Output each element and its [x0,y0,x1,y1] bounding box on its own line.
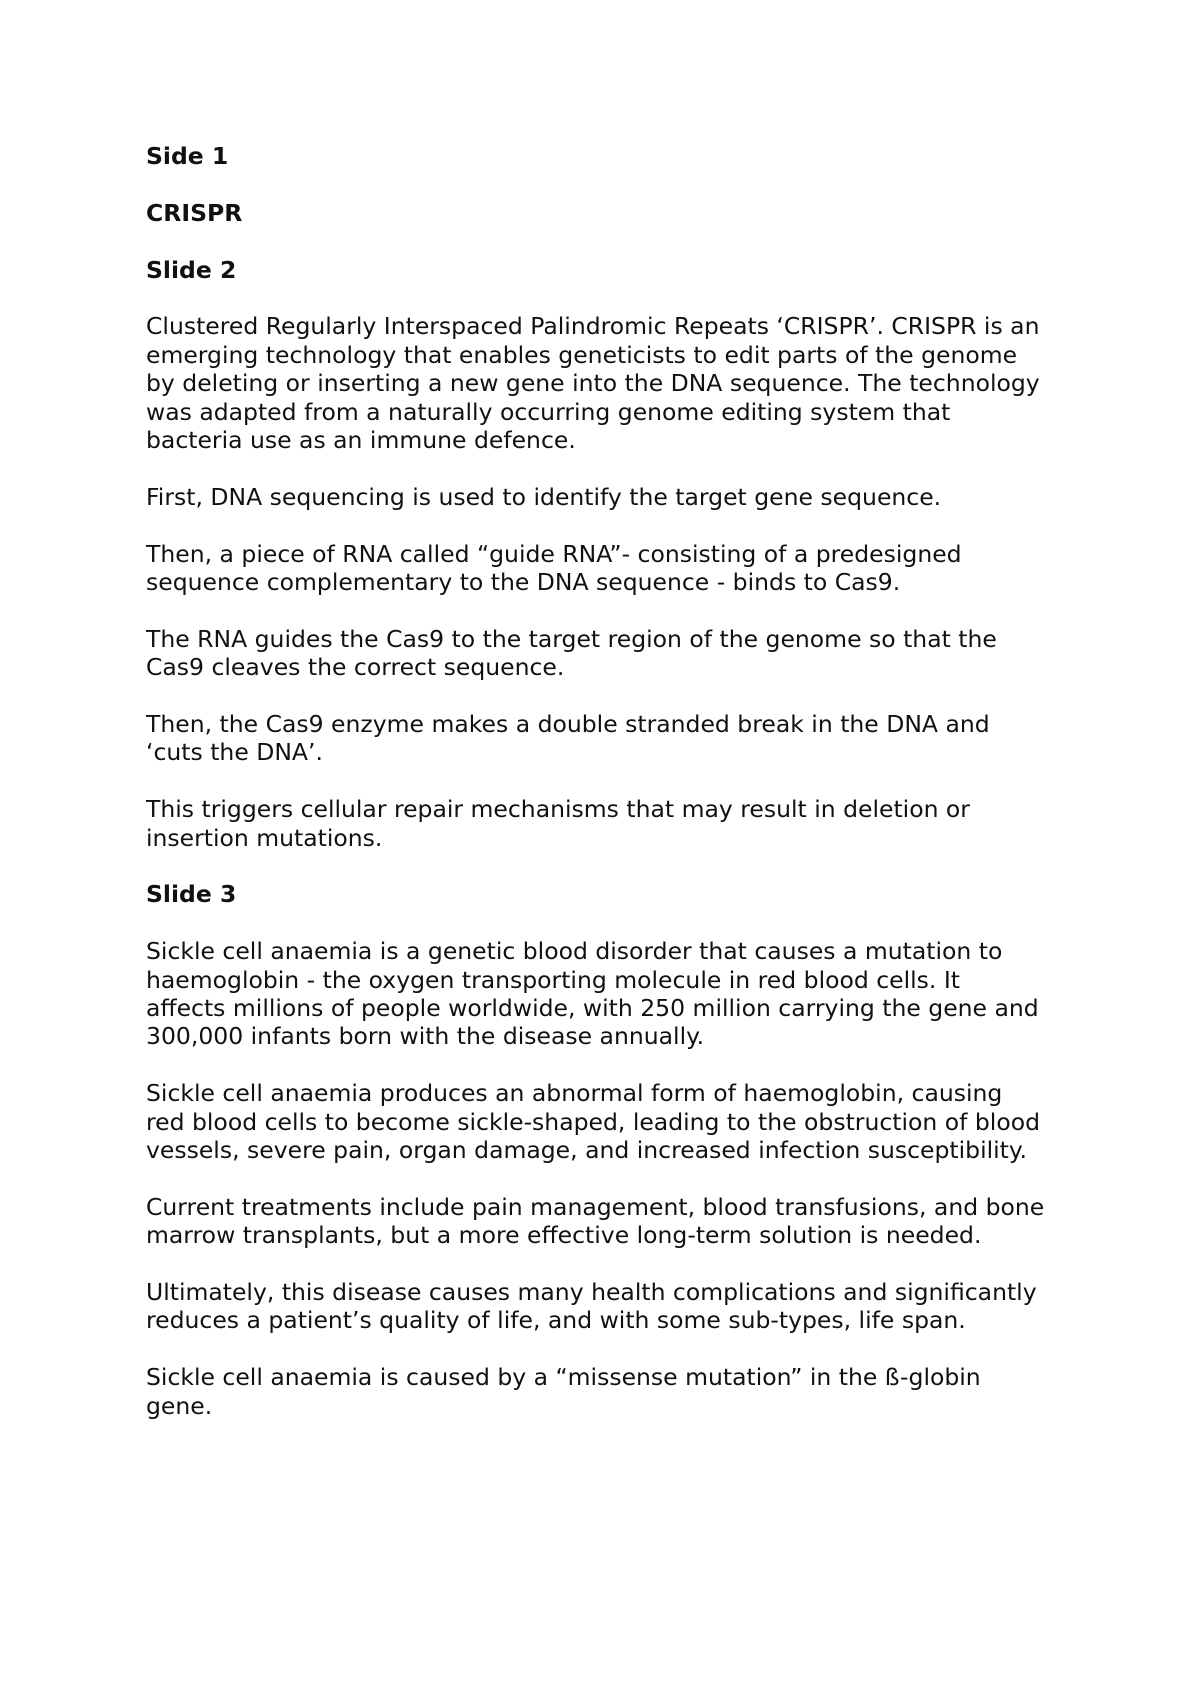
paragraph-dna-sequencing: First, DNA sequencing is used to identify the target gene sequence. [146,482,942,511]
paragraph-health-complications: Ultimately, this disease causes many health complications and significantly reduces a patient’s quality of life, and with some sub-types, life span. [146,1278,1037,1335]
paragraph-current-treatments: Current treatments include pain management, blood transfusions, and bone marrow transplants, but a more effective long-term solution is needed. [146,1192,1045,1250]
paragraph-guide-rna: Then, a piece of RNA called “guide RNA”- consisting of a predesigned sequence complementary to the DNA sequence - binds to Cas9. [146,539,962,597]
paragraph-rna-guides-cas9: The RNA guides the Cas9 to the target region of the genome so that the Cas9 cleaves the correct sequence. [146,624,997,682]
paragraph-crispr-definition: Clustered Regularly Interspaced Palindromic Repeats ‘CRISPR’. CRISPR is an emerging technology that enables geneticists to edit parts of the genome by deleting or inserting a new gene into the DNA sequence. The technology was adapted from a naturally occurring genome editing system that bacteria use as an immune defence. [146,312,1040,455]
heading-side-1: Side 1 [146,142,229,170]
document-body [146,142,1046,1448]
heading-slide-3: Slide 3 [146,880,237,909]
paragraph-sickle-cell-intro: Sickle cell anaemia is a genetic blood disorder that causes a mutation to haemoglobin - the oxygen transporting molecule in red blood cells. It affects millions of people worldwide, with 250 million carrying the gene and 300,000 infants born with the disease annually. [146,937,1039,1051]
heading-crispr: CRISPR [146,198,243,227]
paragraph-repair-mechanisms: This triggers cellular repair mechanisms that may result in deletion or insertion mutations. [146,795,970,852]
paragraph-cas9-break: Then, the Cas9 enzyme makes a double stranded break in the DNA and ‘cuts the DNA’. [146,710,990,767]
paragraph-missense-mutation: Sickle cell anaemia is caused by a “missense mutation” in the ß-globin gene. [146,1363,981,1420]
paragraph-abnormal-haemoglobin: Sickle cell anaemia produces an abnormal form of haemoglobin, causing red blood cells to become sickle-shaped, leading to the obstruction of blood vessels, severe pain, organ damage, and increased infection susceptibility. [146,1079,1040,1165]
heading-slide-2: Slide 2 [146,255,237,284]
